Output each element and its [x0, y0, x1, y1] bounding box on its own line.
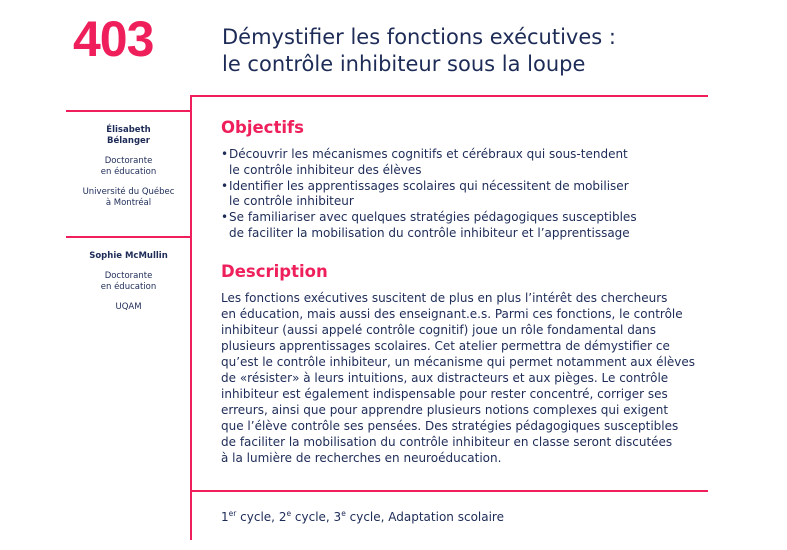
- description-line: en éducation, mais aussi des enseignant.e.s. Parmi ces fonctions, le contrôle: [221, 307, 683, 321]
- author-role-line: en éducation: [100, 167, 157, 177]
- author-role: [66, 271, 191, 293]
- author-org-line: UQAM: [115, 302, 142, 312]
- list-item-line: • Découvrir les mécanismes cognitifs et cérébraux qui sous-tendent: [229, 147, 628, 161]
- author-name-line: Sophie McMullin: [89, 251, 168, 261]
- author-divider: [66, 236, 191, 238]
- description-line: Les fonctions exécutives suscitent de plus en plus l’intérêt des chercheurs: [221, 291, 668, 305]
- author-role: [66, 156, 191, 178]
- bottom-divider: [190, 490, 708, 492]
- author-organization: [66, 187, 191, 209]
- cycle-label: cycle,: [291, 510, 334, 524]
- page-title: [222, 24, 616, 78]
- cycle-label: cycle, Adaptation scolaire: [345, 510, 504, 524]
- top-divider: [190, 95, 708, 97]
- description-heading: Description: [221, 262, 328, 281]
- author-organization: [66, 302, 191, 313]
- cycle-levels: [221, 509, 504, 525]
- title-line: Démystifier les fonctions exécutives :: [222, 25, 616, 49]
- author-card: [66, 251, 191, 313]
- objectives-heading: Objectifs: [221, 118, 305, 137]
- list-item-line: de faciliter la mobilisation du contrôle inhibiteur et l’apprentissage: [229, 225, 630, 240]
- author-role-line: en éducation: [100, 282, 157, 292]
- cycle-ordinal: e: [286, 509, 292, 518]
- author-org-line: à Montréal: [105, 198, 152, 208]
- cycle-ordinal: e: [341, 509, 346, 518]
- cycle-number: 1: [221, 510, 229, 524]
- description-line: que l’élève contrôle ses pensées. Des stratégies pédagogiques susceptibles: [221, 419, 679, 433]
- list-item-line: • Se familiariser avec quelques stratégies pédagogiques susceptibles: [229, 210, 637, 225]
- description-line: de «résister» à leurs intuitions, aux distracteurs et aux pièges. Le contrôle: [221, 371, 669, 385]
- author-divider: [66, 110, 191, 112]
- list-item: [221, 179, 701, 211]
- author-name: [66, 251, 191, 262]
- description-line: plusieurs apprentissages scolaires. Cet atelier permettra de démystifier ce: [221, 339, 670, 353]
- author-role-line: Doctorante: [104, 271, 153, 281]
- description-line: inhibiteur (aussi appelé contrôle cognitif) joue un rôle fondamental dans: [221, 323, 657, 337]
- author-name-line: Bélanger: [107, 136, 150, 146]
- author-role-line: Doctorante: [104, 156, 153, 166]
- author-org-line: Université du Québec: [82, 187, 175, 197]
- cycle-number: 3: [333, 510, 342, 524]
- list-item-line: le contrôle inhibiteur des élèves: [229, 162, 422, 177]
- list-item-line: le contrôle inhibiteur: [229, 194, 354, 209]
- description-line: erreurs, ainsi que pour apprendre plusieurs notions complexes qui exigent: [221, 403, 669, 417]
- description-line: à la lumière de recherches en neuroéducation.: [221, 451, 502, 465]
- description-line: de faciliter la mobilisation du contrôle inhibiteur en classe seront discutées: [221, 435, 673, 449]
- description-line: inhibiteur est également indispensable pour rester concentré, corriger ses: [221, 387, 668, 401]
- title-line: le contrôle inhibiteur sous la loupe: [222, 52, 586, 76]
- list-item-line: • Identifier les apprentissages scolaires qui nécessitent de mobiliser: [229, 178, 629, 193]
- cycle-label: cycle,: [236, 510, 279, 524]
- cycle-ordinal: er: [228, 509, 237, 518]
- description-text: [221, 290, 711, 466]
- list-item: [221, 210, 701, 242]
- list-item: [221, 147, 701, 179]
- objectives-list: [221, 147, 701, 242]
- description-line: qu’est le contrôle inhibiteur, un mécanisme qui permet notamment aux élèves: [221, 355, 696, 369]
- session-code: 403: [73, 11, 154, 67]
- author-name: [66, 125, 191, 147]
- author-name-line: Élisabeth: [106, 125, 151, 135]
- cycle-number: 2: [278, 510, 287, 524]
- author-card: [66, 125, 191, 209]
